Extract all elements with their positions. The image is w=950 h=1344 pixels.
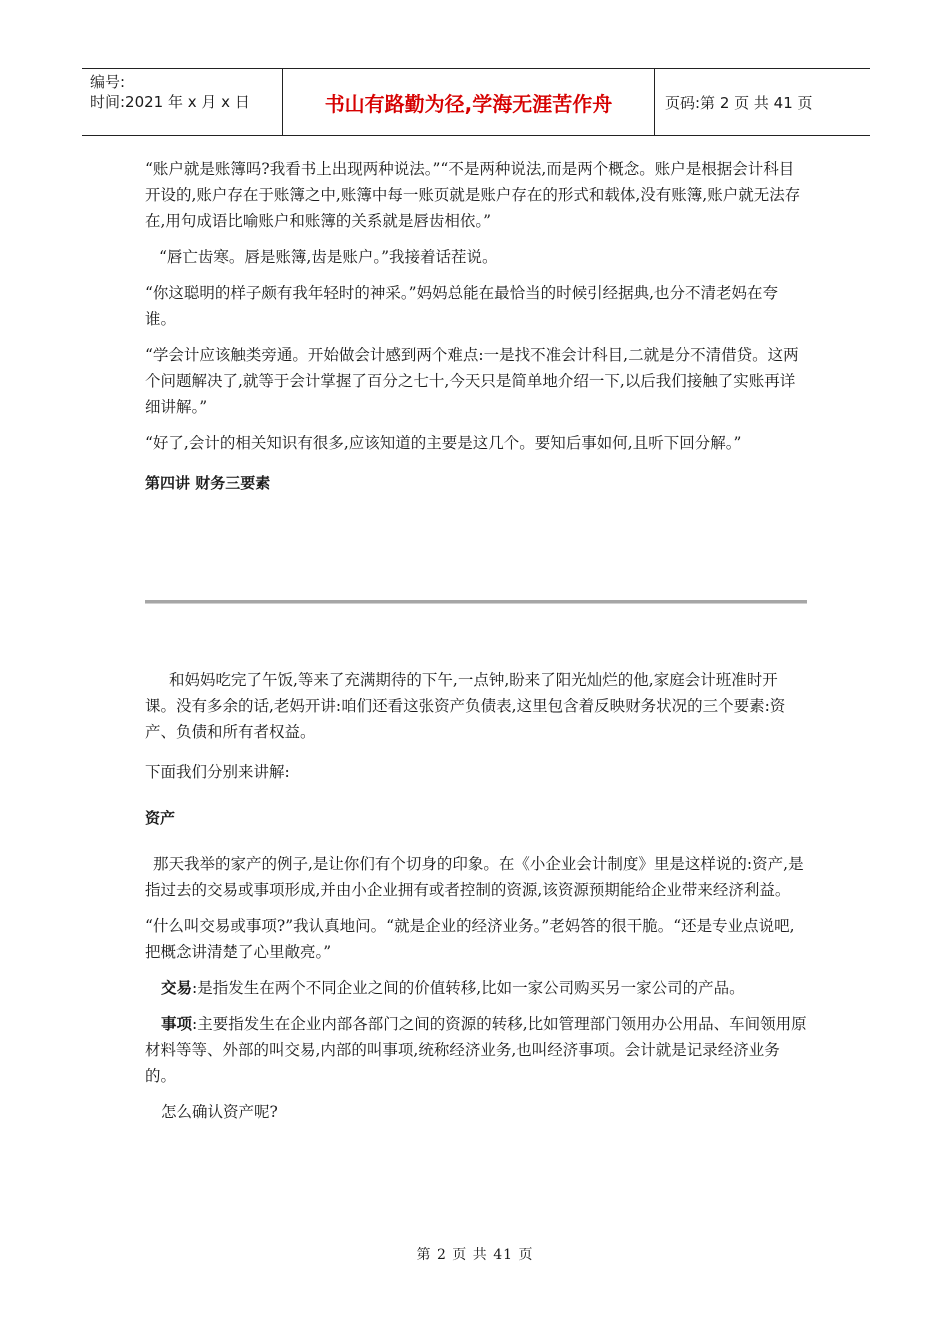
header-meta — [82, 69, 282, 135]
lecture-heading: 第四讲 财务三要素 — [145, 474, 271, 492]
assets-heading: 资产 — [145, 809, 176, 827]
header-motto: 书山有路勤为径,学海无涯苦作舟 — [282, 69, 655, 135]
paragraph: 怎么确认资产呢? — [161, 1103, 278, 1121]
transaction-definition — [145, 975, 808, 1001]
event-text: :主要指发生在企业内部各部门之间的资源的转移,比如管理部门领用办公用品、车间领用原材料等等、外部的叫交易,内部的叫事项,统称经济业务,也叫经济事项。会计就是记录经济业务的。 — [145, 1015, 807, 1085]
section-divider — [145, 600, 807, 604]
header-page-number: 页码:第 2 页 共 41 页 — [665, 93, 813, 112]
paragraph: “你这聪明的样子颇有我年轻时的神采。”妈妈总能在最恰当的时候引经据典,也分不清老妈在夸谁。 — [145, 284, 779, 328]
section-one — [145, 156, 808, 496]
transaction-term: 交易 — [161, 979, 193, 997]
page-footer: 第 2 页 共 41 页 — [416, 1247, 534, 1263]
paragraph: 下面我们分别来讲解: — [145, 763, 290, 781]
transaction-text: :是指发生在两个不同企业之间的价值转移,比如一家公司购买另一家公司的产品。 — [192, 979, 745, 997]
event-term: 事项 — [161, 1015, 193, 1033]
section-two — [145, 667, 808, 1125]
paragraph: “唇亡齿寒。唇是账簿,齿是账户。”我接着话茬说。 — [159, 248, 498, 266]
paragraph: 和妈妈吃完了午饭,等来了充满期待的下午,一点钟,盼来了阳光灿烂的他,家庭会计班准时开课。没有多余的话,老妈开讲:咱们还看这张资产负债表,这里包含着反映财务状况的三个要素:资产、负债和所有者权益。 — [145, 671, 786, 741]
paragraph: “好了,会计的相关知识有很多,应该知道的主要是这几个。要知后事如何,且听下回分解。” — [145, 434, 742, 452]
document-number-label: 编号: — [90, 73, 126, 91]
paragraph: “账户就是账簿吗?我看书上出现两种说法。”“不是两种说法,而是两个概念。账户是根据会计科目开设的,账户存在于账簿之中,账簿中每一账页就是账户存在的形式和载体,没有账簿,账户就无法存在,用句成语比喻账户和账簿的关系就是唇齿相依。” — [145, 160, 801, 230]
page-header — [82, 68, 870, 136]
paragraph: 那天我举的家产的例子,是让你们有个切身的印象。在《小企业会计制度》里是这样说的:资产,是指过去的交易或事项形成,并由小企业拥有或者控制的资源,该资源预期能给企业带来经济利益。 — [145, 855, 804, 899]
document-date: 时间:2021 年 x 月 x 日 — [90, 93, 250, 111]
paragraph: “学会计应该触类旁通。开始做会计感到两个难点:一是找不准会计科目,二就是分不清借贷。这两个问题解决了,就等于会计掌握了百分之七十,今天只是简单地介绍一下,以后我们接触了实账再详细讲解。” — [145, 346, 799, 416]
event-definition — [145, 1011, 808, 1089]
paragraph: “什么叫交易或事项?”我认真地问。“就是企业的经济业务。”老妈答的很干脆。“还是专业点说吧,把概念讲清楚了心里敞亮。” — [145, 917, 795, 961]
